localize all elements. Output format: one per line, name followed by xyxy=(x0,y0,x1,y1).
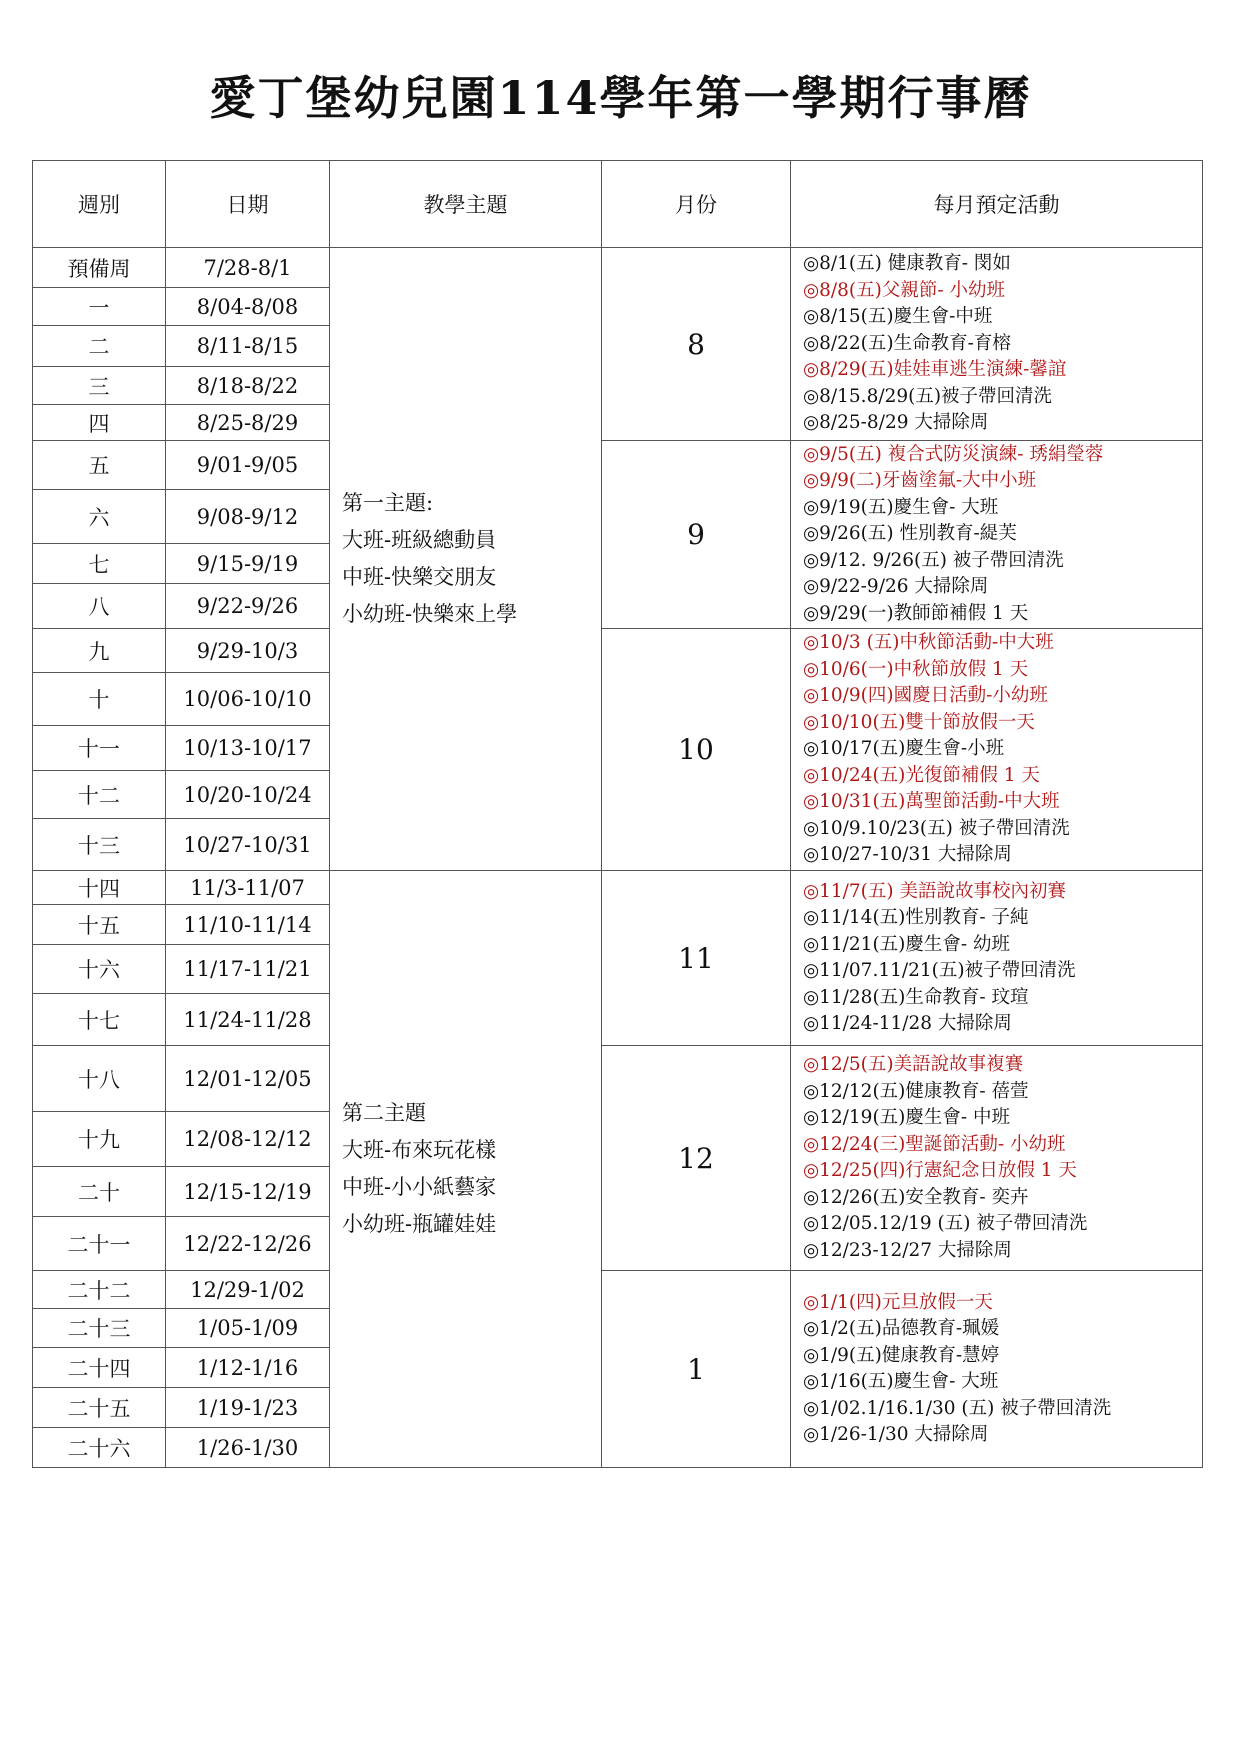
theme-line: 第二主題 xyxy=(342,1101,426,1125)
week-cell: 二十五 xyxy=(33,1388,166,1428)
date-cell: 9/15-9/19 xyxy=(166,544,330,584)
table-row xyxy=(33,871,1203,905)
date-cell: 7/28-8/1 xyxy=(166,248,330,288)
header-theme: 教學主題 xyxy=(330,161,602,248)
week-cell: 七 xyxy=(33,544,166,584)
calendar-table xyxy=(32,160,1203,1468)
theme-line: 第一主題: xyxy=(342,491,434,515)
table-row xyxy=(33,1046,1203,1112)
month-cell: 9 xyxy=(602,441,791,629)
date-cell: 11/10-11/14 xyxy=(166,905,330,945)
week-cell: 十六 xyxy=(33,945,166,994)
week-cell: 八 xyxy=(33,584,166,629)
activity-item: ◎9/26(五) 性別教育-緹芙 xyxy=(803,523,1017,545)
week-cell: 十一 xyxy=(33,726,166,771)
theme-cell xyxy=(330,871,602,1468)
date-cell: 10/27-10/31 xyxy=(166,819,330,871)
header-activities: 每月預定活動 xyxy=(791,161,1203,248)
header-date: 日期 xyxy=(166,161,330,248)
week-cell: 預備周 xyxy=(33,248,166,288)
calendar-body xyxy=(33,248,1203,1468)
table-row xyxy=(33,248,1203,288)
week-cell: 十九 xyxy=(33,1112,166,1167)
activity-item: ◎10/10(五)雙十節放假一天 xyxy=(803,711,1035,733)
activity-item: ◎11/07.11/21(五)被子帶回清洗 xyxy=(803,960,1076,981)
header-month: 月份 xyxy=(602,161,791,248)
activity-item: ◎11/28(五)生命教育- 玟瑄 xyxy=(803,986,1029,1008)
week-cell: 二十六 xyxy=(33,1428,166,1468)
activity-item: ◎11/21(五)慶生會- 幼班 xyxy=(803,933,1011,955)
activity-item: ◎1/1(四)元旦放假一天 xyxy=(803,1291,993,1313)
week-cell: 二十四 xyxy=(33,1348,166,1388)
month-cell: 8 xyxy=(602,248,791,441)
activity-item: ◎12/26(五)安全教育- 奕卉 xyxy=(803,1186,1029,1208)
week-cell: 二十 xyxy=(33,1167,166,1217)
activities-cell xyxy=(791,441,1203,629)
week-cell: 一 xyxy=(33,288,166,326)
date-cell: 10/06-10/10 xyxy=(166,673,330,726)
date-cell: 9/08-9/12 xyxy=(166,490,330,544)
date-cell: 9/01-9/05 xyxy=(166,441,330,490)
activity-item: ◎8/15(五)慶生會-中班 xyxy=(803,306,993,328)
date-cell: 9/22-9/26 xyxy=(166,584,330,629)
date-cell: 8/11-8/15 xyxy=(166,326,330,367)
header-week: 週別 xyxy=(33,161,166,248)
month-cell: 1 xyxy=(602,1271,791,1468)
activities-cell xyxy=(791,248,1203,441)
date-cell: 11/24-11/28 xyxy=(166,994,330,1046)
table-row xyxy=(33,1271,1203,1309)
activity-item: ◎8/25-8/29 大掃除周 xyxy=(803,412,989,434)
activity-item: ◎10/17(五)慶生會-小班 xyxy=(803,738,1005,760)
week-cell: 三 xyxy=(33,367,166,405)
activity-item: ◎12/19(五)慶生會- 中班 xyxy=(803,1107,1011,1128)
date-cell: 8/18-8/22 xyxy=(166,367,330,405)
activity-item: ◎9/22-9/26 大掃除周 xyxy=(803,576,989,598)
week-cell: 二十三 xyxy=(33,1309,166,1348)
activity-item: ◎9/29(一)教師節補假 1 天 xyxy=(803,602,1029,624)
page-title: 愛丁堡幼兒園114學年第一學期行事曆 xyxy=(209,71,1032,125)
activity-item: ◎10/24(五)光復節補假 1 天 xyxy=(803,764,1040,786)
activity-item: ◎12/5(五)美語說故事複賽 xyxy=(803,1054,1024,1075)
week-cell: 二十二 xyxy=(33,1271,166,1309)
week-cell: 十七 xyxy=(33,994,166,1046)
week-cell: 十八 xyxy=(33,1046,166,1112)
activity-item: ◎1/9(五)健康教育-慧婷 xyxy=(803,1344,1000,1366)
theme-line: 大班-班級總動員 xyxy=(342,528,497,552)
table-row xyxy=(33,629,1203,673)
activity-item: ◎8/1(五) 健康教育- 閔如 xyxy=(803,253,1011,275)
theme-line: 中班-小小紙藝家 xyxy=(342,1175,497,1199)
date-cell: 8/25-8/29 xyxy=(166,405,330,441)
activity-item: ◎10/3 (五)中秋節活動-中大班 xyxy=(803,632,1054,654)
activity-item: ◎1/16(五)慶生會- 大班 xyxy=(803,1371,999,1392)
week-cell: 九 xyxy=(33,629,166,673)
date-cell: 10/13-10/17 xyxy=(166,726,330,771)
activities-cell xyxy=(791,1271,1203,1468)
activities-cell xyxy=(791,1046,1203,1271)
activity-item: ◎1/2(五)品德教育-珮媛 xyxy=(803,1318,1000,1339)
date-cell: 12/08-12/12 xyxy=(166,1112,330,1167)
activity-item: ◎10/9(四)國慶日活動-小幼班 xyxy=(803,685,1048,707)
date-cell: 11/3-11/07 xyxy=(166,871,330,905)
activity-item: ◎11/14(五)性別教育- 子純 xyxy=(803,907,1029,928)
theme-cell xyxy=(330,248,602,871)
date-cell: 1/19-1/23 xyxy=(166,1388,330,1428)
activities-cell xyxy=(791,871,1203,1046)
week-cell: 六 xyxy=(33,490,166,544)
activity-item: ◎10/9.10/23(五) 被子帶回清洗 xyxy=(803,817,1070,839)
activity-item: ◎10/31(五)萬聖節活動-中大班 xyxy=(803,791,1060,813)
date-cell: 12/15-12/19 xyxy=(166,1167,330,1217)
activity-item: ◎12/23-12/27 大掃除周 xyxy=(803,1239,1012,1261)
theme-line: 小幼班-快樂來上學 xyxy=(342,602,518,626)
theme-line: 大班-布來玩花樣 xyxy=(342,1138,497,1162)
week-cell: 二十一 xyxy=(33,1217,166,1271)
week-cell: 十五 xyxy=(33,905,166,945)
activity-item: ◎12/05.12/19 (五) 被子帶回清洗 xyxy=(803,1213,1088,1234)
activity-item: ◎1/26-1/30 大掃除周 xyxy=(803,1424,989,1445)
date-cell: 8/04-8/08 xyxy=(166,288,330,326)
date-cell: 1/05-1/09 xyxy=(166,1309,330,1348)
activity-item: ◎12/12(五)健康教育- 蓓萱 xyxy=(803,1080,1029,1102)
theme-line: 小幼班-瓶罐娃娃 xyxy=(342,1212,497,1236)
week-cell: 十 xyxy=(33,673,166,726)
date-cell: 1/26-1/30 xyxy=(166,1428,330,1468)
activity-item: ◎9/9(二)牙齒塗氟-大中小班 xyxy=(803,470,1037,492)
date-cell: 10/20-10/24 xyxy=(166,771,330,819)
theme-line: 中班-快樂交朋友 xyxy=(342,565,497,589)
activity-item: ◎8/29(五)娃娃車逃生演練-馨誼 xyxy=(803,359,1067,381)
activities-cell xyxy=(791,629,1203,871)
table-row xyxy=(33,441,1203,490)
week-cell: 二 xyxy=(33,326,166,367)
activity-item: ◎11/24-11/28 大掃除周 xyxy=(803,1013,1012,1034)
week-cell: 十四 xyxy=(33,871,166,905)
activity-item: ◎1/02.1/16.1/30 (五) 被子帶回清洗 xyxy=(803,1397,1112,1419)
week-cell: 四 xyxy=(33,405,166,441)
week-cell: 十三 xyxy=(33,819,166,871)
activity-item: ◎11/7(五) 美語說故事校內初賽 xyxy=(803,880,1067,902)
activity-item: ◎10/6(一)中秋節放假 1 天 xyxy=(803,658,1029,680)
activity-item: ◎9/19(五)慶生會- 大班 xyxy=(803,496,999,518)
activity-item: ◎10/27-10/31 大掃除周 xyxy=(803,844,1012,866)
activity-item: ◎12/25(四)行憲紀念日放假 1 天 xyxy=(803,1160,1077,1181)
date-cell: 9/29-10/3 xyxy=(166,629,330,673)
date-cell: 1/12-1/16 xyxy=(166,1348,330,1388)
month-cell: 12 xyxy=(602,1046,791,1271)
month-cell: 10 xyxy=(602,629,791,871)
week-cell: 十二 xyxy=(33,771,166,819)
activity-item: ◎8/15.8/29(五)被子帶回清洗 xyxy=(803,385,1053,407)
activity-item: ◎12/24(三)聖誕節活動- 小幼班 xyxy=(803,1133,1066,1155)
activity-item: ◎8/8(五)父親節- 小幼班 xyxy=(803,279,1005,301)
activity-item: ◎9/12. 9/26(五) 被子帶回清洗 xyxy=(803,549,1064,571)
month-cell: 11 xyxy=(602,871,791,1046)
date-cell: 12/01-12/05 xyxy=(166,1046,330,1112)
date-cell: 11/17-11/21 xyxy=(166,945,330,994)
week-cell: 五 xyxy=(33,441,166,490)
activity-item: ◎9/5(五) 複合式防災演練- 琇絹瑩蓉 xyxy=(803,443,1104,465)
date-cell: 12/22-12/26 xyxy=(166,1217,330,1271)
date-cell: 12/29-1/02 xyxy=(166,1271,330,1309)
header-row xyxy=(33,161,1203,248)
activity-item: ◎8/22(五)生命教育-育榕 xyxy=(803,332,1011,354)
